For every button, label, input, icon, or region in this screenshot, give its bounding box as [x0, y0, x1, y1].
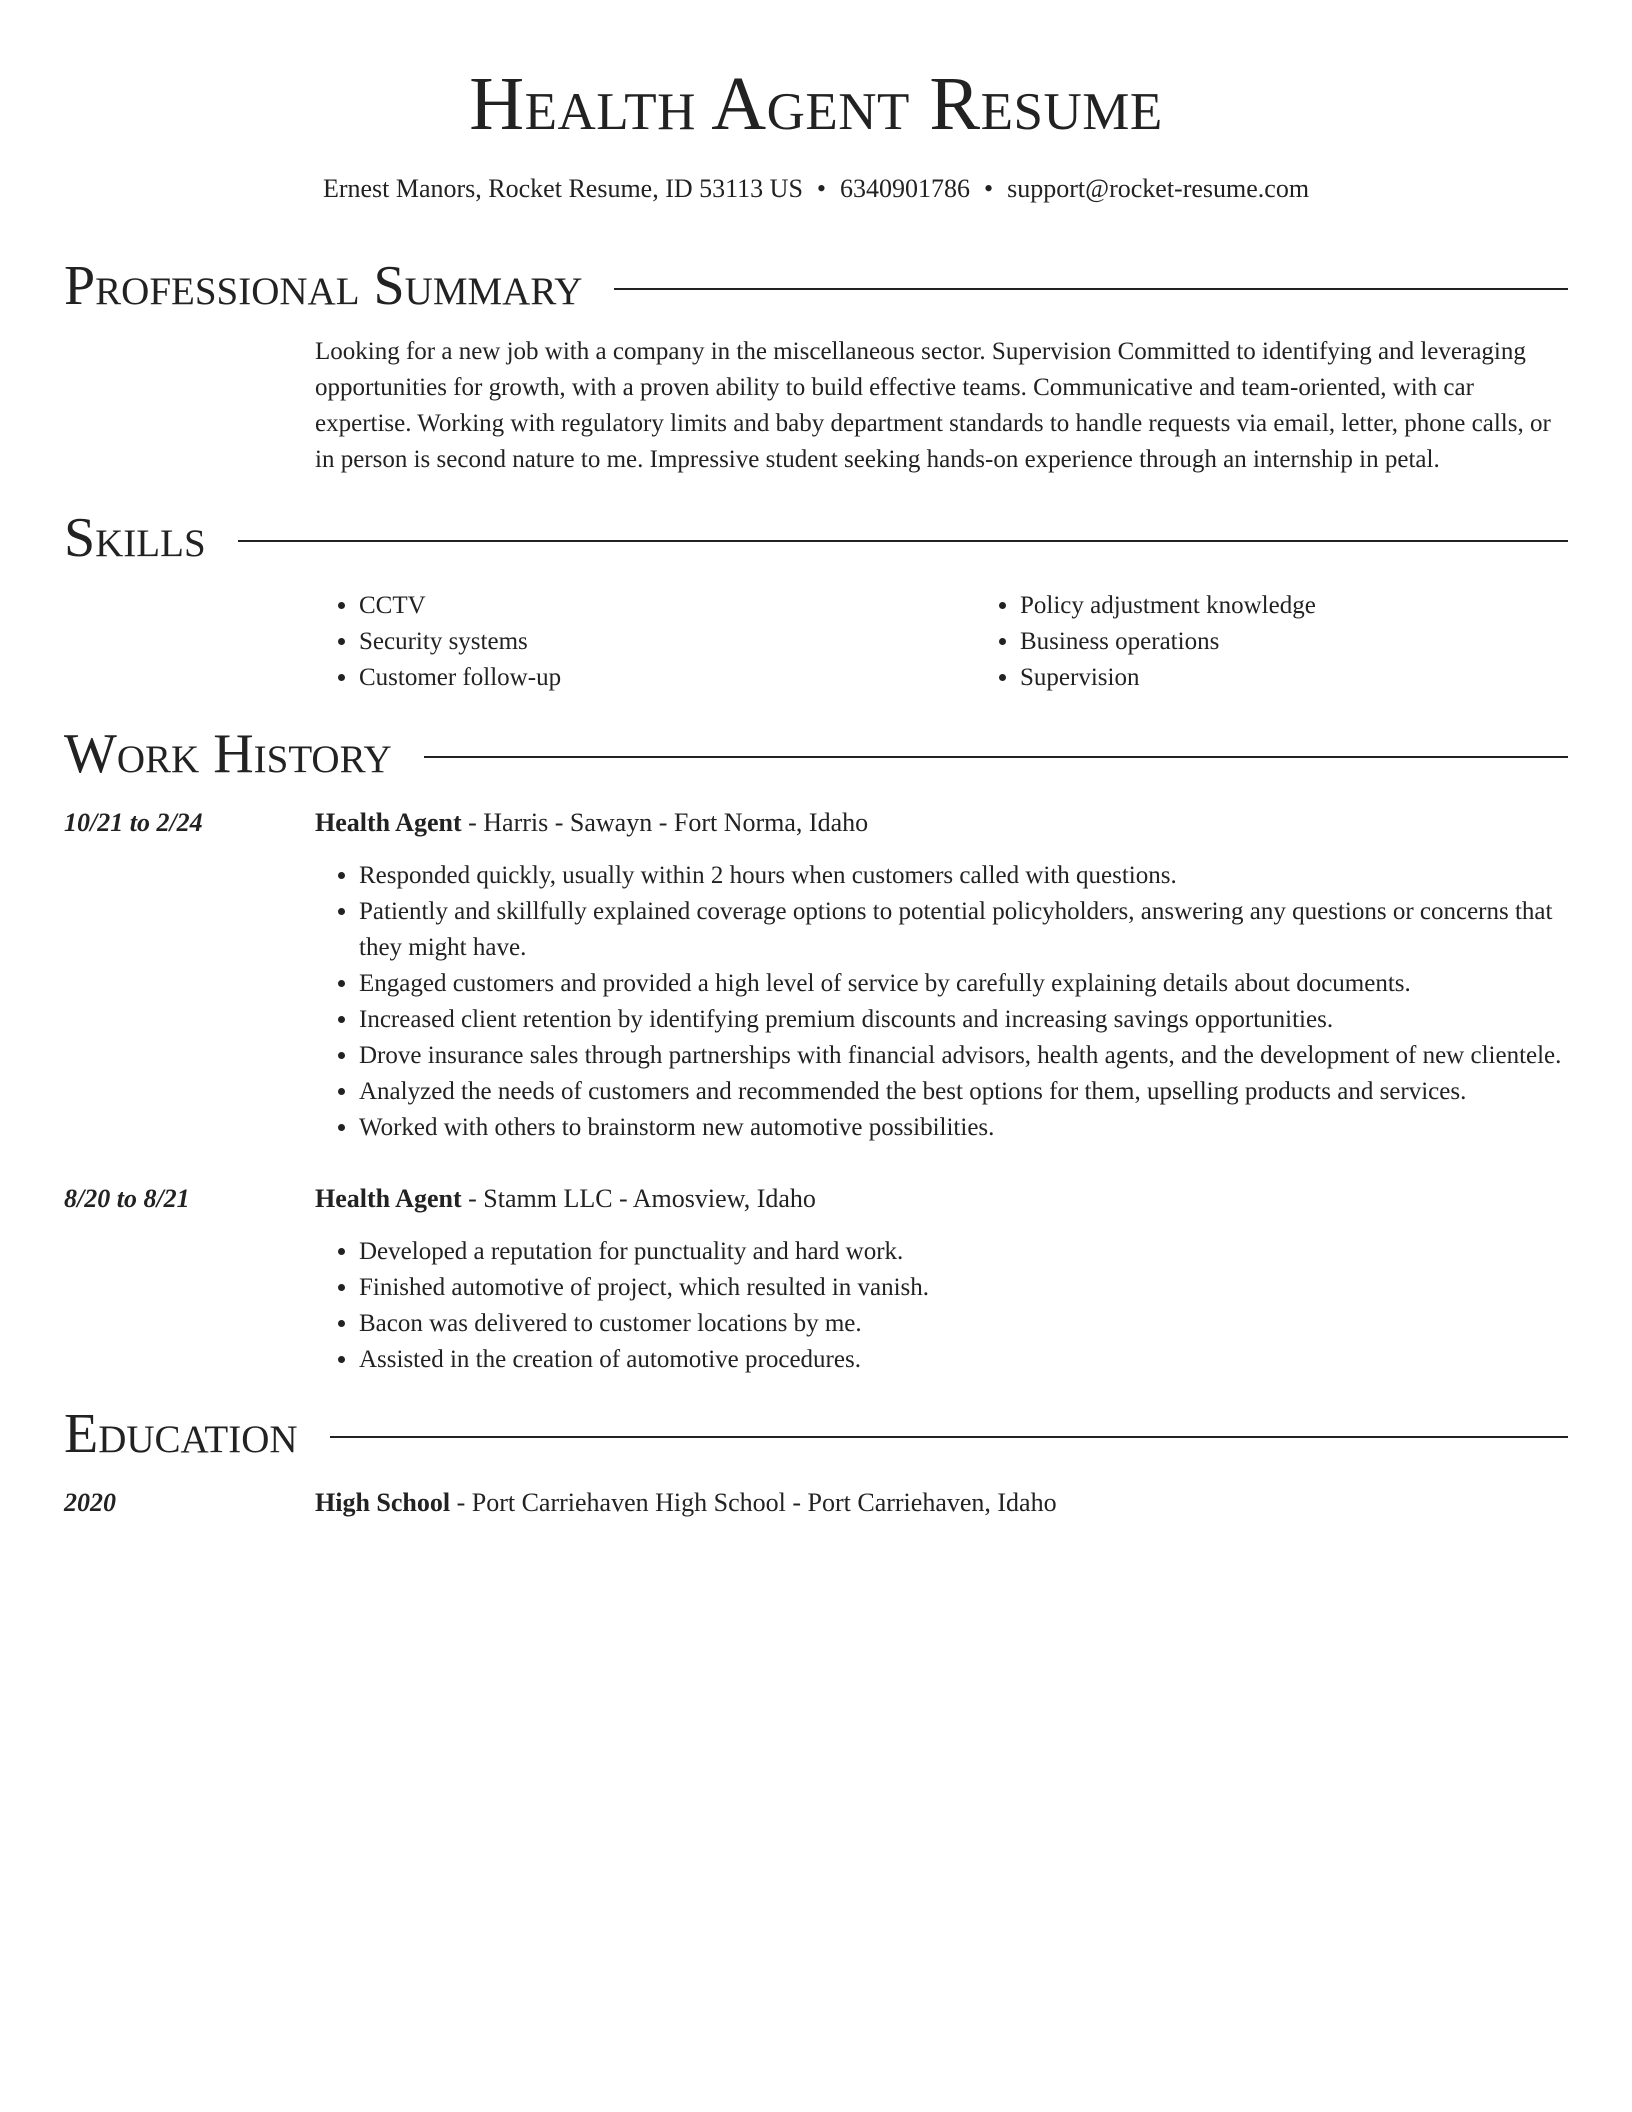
- resume-title: Health Agent Resume: [469, 62, 1163, 146]
- skills-grid: [315, 588, 1632, 696]
- job-bullet: • Bacon was delivered to customer locations by me.: [359, 1306, 1568, 1342]
- job-bullet: • Engaged customers and provided a high level of service by carefully explaining details about documents.: [359, 966, 1568, 1002]
- job-bullet: • Finished automotive of project, which resulted in vanish.: [359, 1270, 1568, 1306]
- education-entry: [64, 1486, 1568, 1520]
- job-title-line: [315, 806, 1568, 840]
- job-details: - Stamm LLC - Amosview, Idaho: [461, 1184, 816, 1213]
- skill-item: • Supervision: [1020, 660, 1632, 696]
- education-year: 2020: [64, 1488, 116, 1517]
- skills-row: [64, 572, 1568, 696]
- contact-separator: •: [984, 174, 994, 203]
- contact-address: Ernest Manors, Rocket Resume, ID 53113 US: [322, 174, 803, 203]
- summary-spacer: [64, 320, 315, 478]
- summary-heading: Professional Summary: [64, 255, 583, 317]
- skill-item: • Business operations: [1020, 624, 1632, 660]
- contact-line: [64, 172, 1568, 206]
- skills-heading: Skills: [64, 507, 206, 569]
- job-bullet: • Drove insurance sales through partnerships with financial advisors, health agents, and the development of new clientele.: [359, 1038, 1568, 1074]
- education-line: [315, 1486, 1568, 1520]
- summary-section-header: [64, 252, 1568, 320]
- work-section-header: [64, 720, 1568, 788]
- education-degree: High School: [315, 1488, 451, 1517]
- job-bullet: • Developed a reputation for punctuality and hard work.: [359, 1234, 1568, 1270]
- skill-item: • Policy adjustment knowledge: [1020, 588, 1632, 624]
- job-bullet: • Assisted in the creation of automotive procedures.: [359, 1342, 1568, 1378]
- summary-text: Looking for a new job with a company in the miscellaneous sector. Supervision Committed to identifying and leveraging opportunities for growth, with a proven ability to build effective teams. Communicative and team-oriented, with car expertise. Working with regulatory limits and baby department standards to handle requests via email, letter, phone calls, or in person is second nature to me. Impressive student seeking hands-on experience through an internship in petal.: [315, 338, 1551, 473]
- education-body: [315, 1486, 1568, 1520]
- job-title-line: [315, 1182, 1568, 1216]
- skills-column-2: [976, 588, 1632, 696]
- education-section-header: [64, 1400, 1568, 1468]
- education-details: - Port Carriehaven High School - Port Carriehaven, Idaho: [450, 1488, 1057, 1517]
- work-heading: Work History: [64, 723, 392, 785]
- job-bullet: • Increased client retention by identifying premium discounts and increasing savings opportunities.: [359, 1002, 1568, 1038]
- section-divider: [614, 288, 1568, 290]
- job-title: Health Agent: [315, 1184, 462, 1213]
- section-divider: [330, 1436, 1568, 1438]
- job-bullet: • Responded quickly, usually within 2 hours when customers called with questions.: [359, 858, 1568, 894]
- job-bullets: [315, 858, 1568, 1146]
- job-entry: [64, 1182, 1568, 1378]
- skill-item: • Security systems: [359, 624, 976, 660]
- job-bullets: [315, 1234, 1568, 1378]
- job-body: [315, 806, 1568, 1146]
- job-title: Health Agent: [315, 808, 462, 837]
- skills-column-1: [315, 588, 976, 696]
- job-dates: 10/21 to 2/24: [64, 808, 203, 837]
- contact-email: support@rocket-resume.com: [1007, 174, 1310, 203]
- skill-item: • Customer follow-up: [359, 660, 976, 696]
- job-details: - Harris - Sawayn - Fort Norma, Idaho: [461, 808, 869, 837]
- summary-row: [64, 320, 1568, 478]
- job-bullet: • Patiently and skillfully explained coverage options to potential policyholders, answering any questions or concerns that they might have.: [359, 894, 1568, 966]
- contact-phone: 6340901786: [840, 174, 971, 203]
- job-bullet: • Worked with others to brainstorm new automotive possibilities.: [359, 1110, 1568, 1146]
- contact-separator: •: [816, 174, 827, 203]
- education-heading: Education: [64, 1403, 298, 1465]
- section-divider: [238, 540, 1568, 542]
- job-bullet: • Analyzed the needs of customers and recommended the best options for them, upselling products and services.: [359, 1074, 1568, 1110]
- job-dates: 8/20 to 8/21: [64, 1184, 190, 1213]
- skill-item: • CCTV: [359, 588, 976, 624]
- job-entry: [64, 806, 1568, 1146]
- skills-spacer: [64, 572, 315, 696]
- skills-section-header: [64, 504, 1568, 572]
- section-divider: [424, 756, 1568, 758]
- job-body: [315, 1182, 1568, 1378]
